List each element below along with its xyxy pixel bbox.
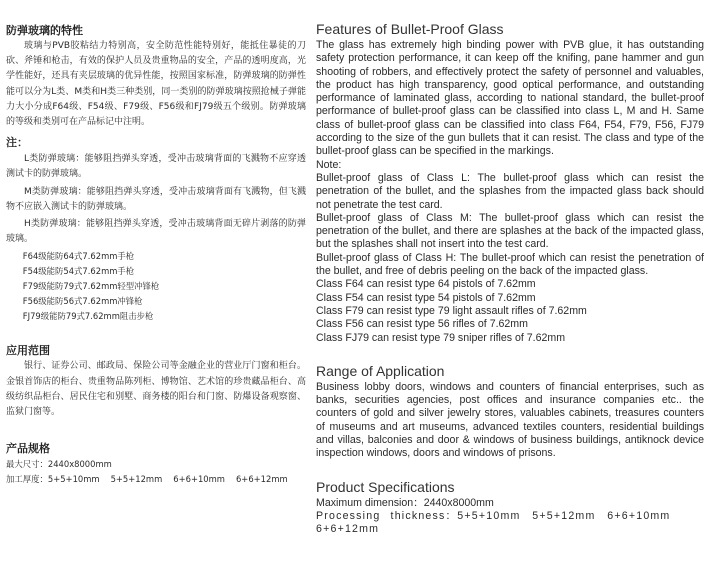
- en-grade-f64: Class F64 can resist type 64 pistols of 7.62mm: [316, 278, 536, 291]
- cn-grade-f79: F79级能防79式7.62mm轻型冲锋枪: [22, 281, 160, 292]
- cn-features-text: 玻璃与PVB胶粘结力特别高，安全防范性能特别好，能抵住暴徒的刀砍、斧锤和枪击，有效的保护人员及贵重物品的安全，产品的透明度高，光学性能好，还具有夹层玻璃的优异性能，按照国家标准，防弹玻璃的防弹性能可以分为L类、M类和H类三种类别，同一类别的防弹玻璃按照抢械子弹能力大小分成F64级、F54级、F79级、F56级和FJ79级五个级别。防弹玻璃的等级和类别可在产品标记中注明。: [6, 41, 306, 128]
- cn-spec-title: 产品规格: [6, 442, 50, 456]
- cn-grade-f54: F54级能防54式7.62mm手枪: [22, 266, 135, 277]
- cn-note-title: 注：: [6, 136, 28, 150]
- en-features-title: Features of Bullet-Proof Glass: [316, 21, 504, 37]
- cn-features-title: 防弹玻璃的特性: [6, 24, 83, 37]
- en-note-class-h: Bullet-proof glass of Class H: The bullet-proof which can resist the penetration of the bullet, and free of debris peeling on the back of the impacted glass.: [316, 251, 704, 278]
- cn-app-title: 应用范围: [6, 344, 50, 358]
- en-grade-f56: Class F56 can resist type 56 rifles of 7.62mm: [316, 318, 528, 331]
- en-grade-f54: Class F54 can resist type 54 pistols of 7.62mm: [316, 291, 536, 304]
- cn-spec-max: 最大尺寸：2440x8000mm: [6, 459, 112, 470]
- cn-grade-f64: F64级能防64式7.62mm手枪: [22, 251, 135, 262]
- en-app-text: Business lobby doors, windows and counters of financial enterprises, such as banks, securities agencies, post offices and insurance companies etc.. the counters of gold and silver jewelry stores, valuables cabinets, treasures counters of museums and art museums, advanced textiles counters, residential buildings and villas, balconies and door & windows of business buildings, antiknock device inspection windows, doors and windows of prisons.: [316, 380, 704, 460]
- chinese-column: [6, 24, 306, 488]
- cn-note-class-m: M类防弹玻璃：能够阻挡弹头穿透，受冲击玻璃背面有飞溅物，但飞溅物不应嵌入测试卡的防弹玻璃。: [6, 186, 306, 212]
- cn-app-text: 银行、证券公司、邮政局、保险公司等金融企业的营业厅门窗和柜台。金银首饰店的柜台、贵重物品陈列柜、博物馆、艺术馆的珍贵藏品柜台、高级纺织品柜台、居民住宅和别墅、商务楼的阳台和门窗、防爆设备观察窗、监狱门窗等。: [6, 361, 306, 418]
- cn-note-class-h: H类防弹玻璃：能够阻挡弹头穿透，受冲击玻璃背面无碎片剥落的防弹玻璃。: [6, 219, 306, 245]
- english-column: [316, 21, 704, 537]
- cn-grade-f56: F56级能防56式7.62mm冲锋枪: [22, 296, 143, 307]
- en-grade-fj79: Class FJ79 can resist type 79 sniper rifles of 7.62mm: [316, 331, 566, 344]
- en-note-class-l: Bullet-proof glass of Class L: The bullet-proof glass which can resist the penetration of the bullet, and the splashes from the impacted glass back should not penetrate the test card.: [316, 171, 704, 211]
- en-spec-title: Product Specifications: [316, 478, 455, 495]
- cn-grade-list: [6, 249, 306, 324]
- en-grade-f79: Class F79 can resist type 79 light assault rifles of 7.62mm: [316, 304, 587, 317]
- cn-grade-fj79: FJ79级能防79式7.62mm阻击步枪: [22, 311, 154, 322]
- en-note-class-m: Bullet-proof glass of Class M: The bullet-proof glass which can resist the penetration of the bullet, and there are splashes at the back of the impacted glass, but the splashes shall not insert into the test card.: [316, 211, 704, 251]
- en-spec-thickness: Processing thickness：5+5+10mm 5+5+12mm 6+6+10mm 6+6+12mm: [316, 509, 671, 536]
- en-spec-max: Maximum dimension：2440x8000mm: [316, 496, 494, 509]
- en-app-title: Range of Application: [316, 362, 445, 379]
- cn-spec-thickness: 加工厚度：5+5+10mm 5+5+12mm 6+6+10mm 6+6+12mm: [6, 474, 288, 485]
- en-features-text: The glass has extremely high binding power with PVB glue, it has outstanding safety protection performance, it can keep off the knifing, pane hammer and gun shooting of robbers, and effectively protect the safety of personnel and valuables, the product has high transparency, good optical performance, and outstanding performance of laminated glass, according to national standard, the bullet-proof performance of bullet-proof glass can be classified into class L, M and H. Same class of bullet-proof glass can be classified into class F64, F54, F79, F56, FJ79 according to the size of the gun bullets that it can resist. The class and type of the bullet-proof glass can be specified in the markings.: [316, 39, 704, 158]
- cn-note-class-l: L类防弹玻璃：能够阻挡弹头穿透，受冲击玻璃背面的飞溅物不应穿透测试卡的防弹玻璃。: [6, 154, 306, 180]
- en-note-title: Note:: [316, 158, 342, 171]
